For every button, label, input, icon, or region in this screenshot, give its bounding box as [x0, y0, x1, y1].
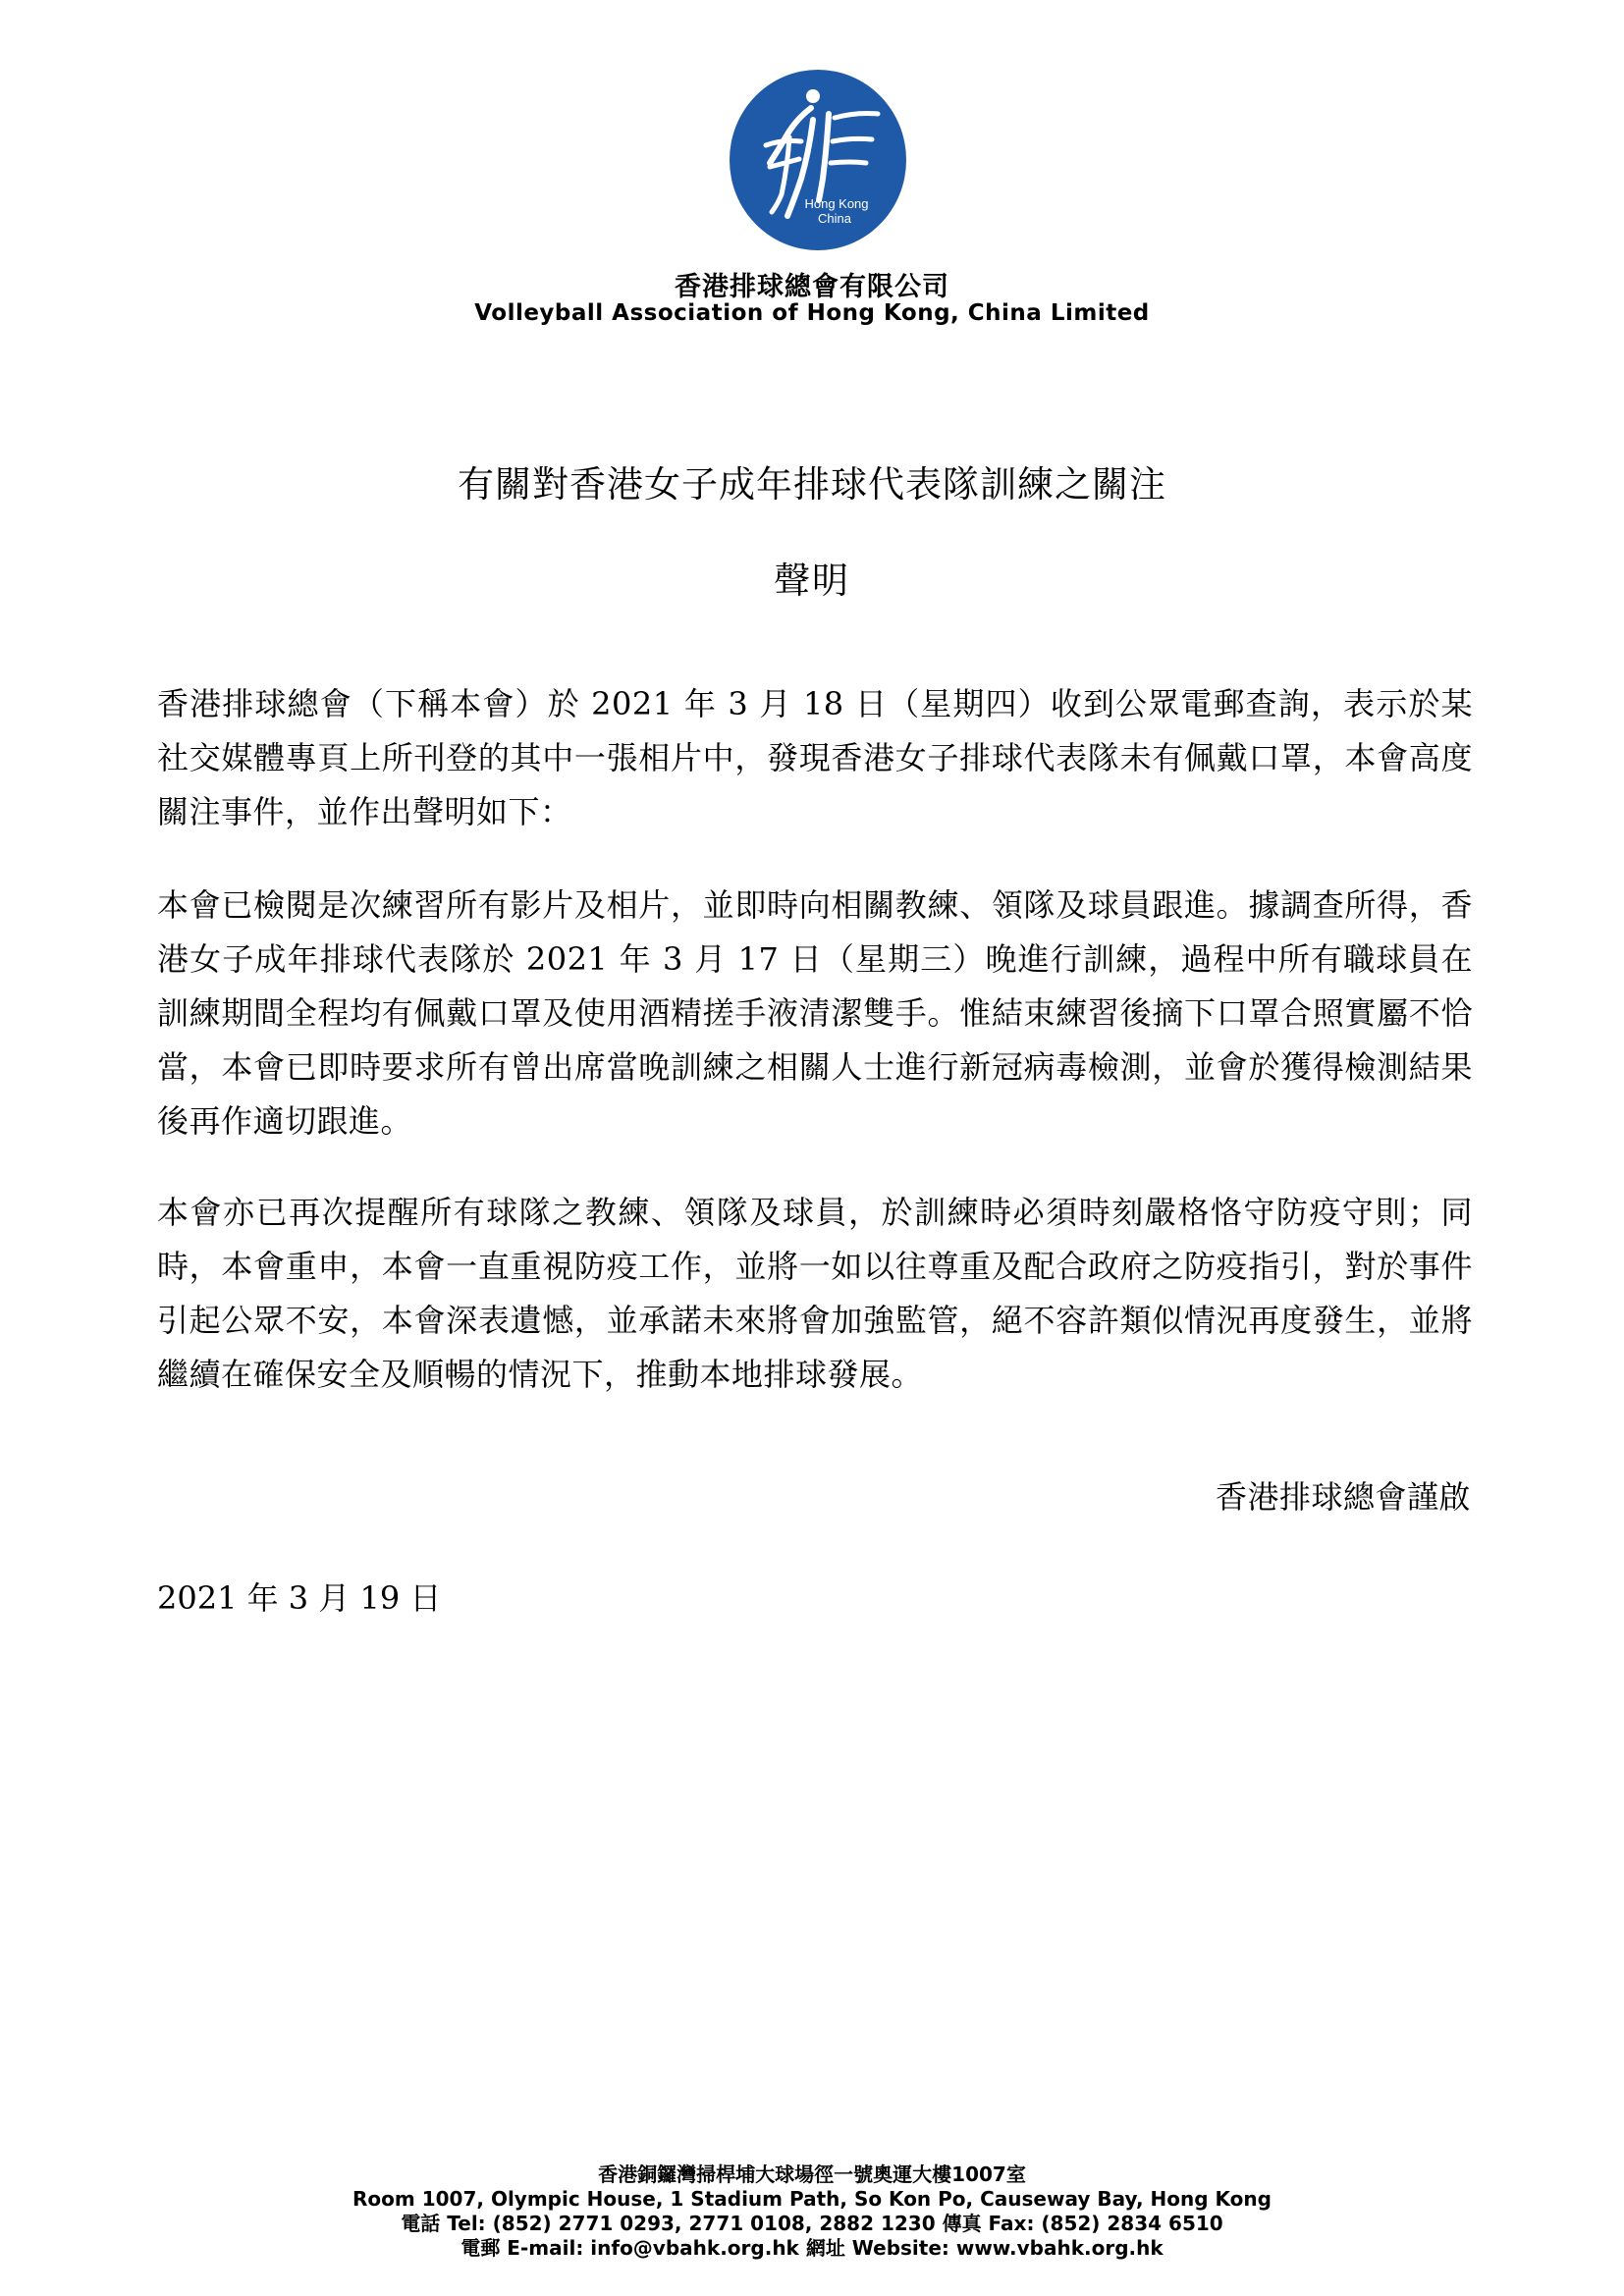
logo-text-line1: Hong Kong [804, 196, 869, 211]
statement-paragraph: 香港排球總會（下稱本會）於 2021 年 3 月 18 日（星期四）收到公眾電郵查詢，表示於某社交媒體專頁上所刊登的其中一張相片中，發現香港女子排球代表隊未有佩戴口罩，本會高度關注事件，並作出聲明如下： [157, 685, 1473, 830]
footer-address-english: Room 1007, Olympic House, 1 Stadium Path, So Kon Po, Causeway Bay, Hong Kong [352, 2187, 1272, 2211]
organization-name-english: Volleyball Association of Hong Kong, China Limited [474, 300, 1150, 326]
association-logo [727, 69, 909, 251]
document-title: 有關對香港女子成年排球代表隊訓練之關注 [458, 463, 1166, 506]
volleyball-player-logo-icon [727, 69, 909, 251]
document-date: 2021 年 3 月 19 日 [157, 1579, 442, 1617]
statement-paragraph: 本會亦已再次提醒所有球隊之教練、領隊及球員，於訓練時必須時刻嚴格恪守防疫守則；同時，本會重申，本會一直重視防疫工作，並將一如以往尊重及配合政府之防疫指引，對於事件引起公眾不安，本會深表遺憾，並承諾未來將會加強監管，絕不容許類似情況再度發生，並將繼續在確保安全及順暢的情況下，推動本地排球發展。 [157, 1194, 1473, 1393]
footer-phone-fax: 電話 Tel: (852) 2771 0293, 2771 0108, 2882 1230 傳真 Fax: (852) 2834 6510 [401, 2212, 1223, 2235]
logo-text-line2: China [818, 211, 851, 226]
footer-address-chinese: 香港銅鑼灣掃桿埔大球場徑一號奧運大樓1007室 [598, 2163, 1026, 2186]
signature-line: 香港排球總會謹啟 [1215, 1478, 1471, 1516]
document-subtitle: 聲明 [774, 560, 850, 602]
statement-paragraph: 本會已檢閱是次練習所有影片及相片，並即時向相關教練、領隊及球員跟進。據調查所得，香港女子成年排球代表隊於 2021 年 3 月 17 日（星期三）晚進行訓練，過程中所有職球員在訓練期間全程均有佩戴口罩及使用酒精搓手液清潔雙手。惟結束練習後摘下口罩合照實屬不恰當，本會已即時要求所有曾出席當晚訓練之相關人士進行新冠病毒檢測，並會於獲得檢測結果後再作適切跟進。 [157, 886, 1473, 1140]
organization-name-chinese: 香港排球總會有限公司 [675, 272, 949, 302]
footer-email-website: 電郵 E-mail: info@vbahk.org.hk 網址 Website: www.vbahk.org.hk [460, 2236, 1164, 2260]
